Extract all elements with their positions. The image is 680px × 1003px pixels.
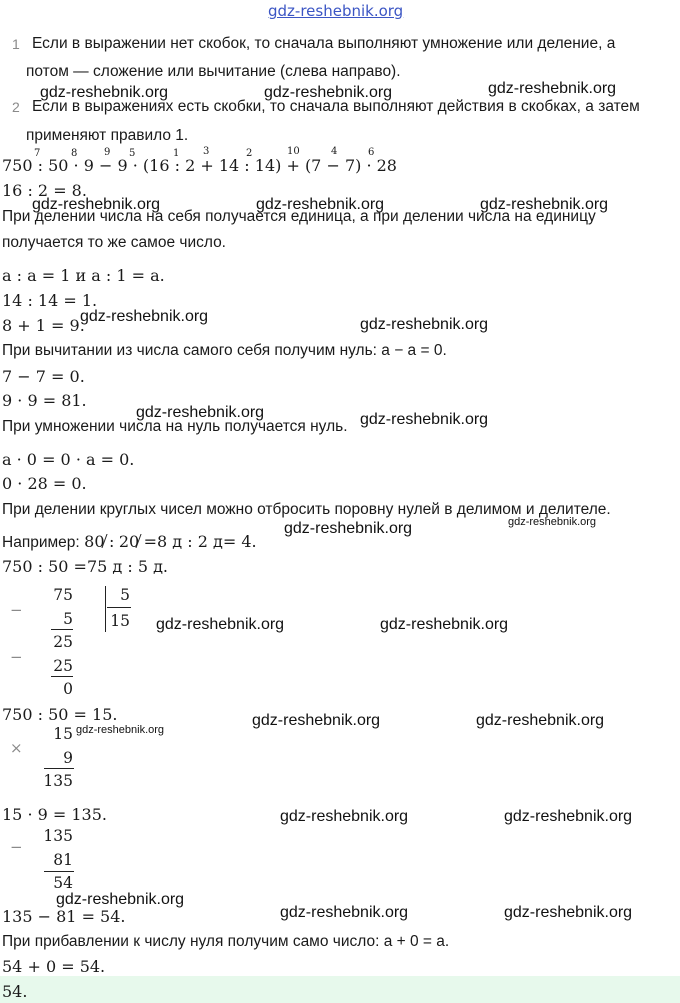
factor: 15 [53, 725, 73, 743]
step: 54 + 0 = 54. [2, 957, 106, 976]
order-number: 6 [368, 147, 375, 158]
operator: : [108, 532, 115, 551]
step: 7 − 7 = 0. [2, 367, 85, 386]
explanation: При вычитании из числа самого себя получим нуль: a − a = 0. [2, 342, 447, 359]
watermark: gdz-reshebnik.org [504, 808, 633, 825]
step: 16 : 2 = 8. [2, 181, 87, 200]
times-sign: × [10, 739, 23, 757]
watermark: gdz-reshebnik.org [56, 891, 185, 908]
example-rest: =8 д : 2 д= 4. [143, 532, 257, 551]
watermark: gdz-reshebnik.org [504, 904, 633, 921]
watermark: gdz-reshebnik.org [360, 316, 489, 333]
watermark: gdz-reshebnik.org [32, 196, 161, 213]
watermark: gdz-reshebnik.org [508, 516, 597, 528]
watermark: gdz-reshebnik.org [256, 196, 385, 213]
watermark: gdz-reshebnik.org [40, 84, 169, 101]
minus-sign: − [10, 648, 23, 666]
explanation: При делении числа на себя получается единица, а при делении числа на единицу [2, 208, 596, 225]
explanation: При делении круглых чисел можно отбросить поровну нулей в делимом и делителе. [2, 501, 611, 518]
site-link[interactable]: gdz-reshebnik.org [268, 2, 404, 20]
remainder: 0 [63, 680, 73, 698]
order-number: 4 [331, 146, 338, 157]
watermark: gdz-reshebnik.org [380, 616, 509, 633]
step: 15 · 9 = 135. [2, 805, 107, 824]
order-number: 5 [129, 148, 136, 159]
order-number: 10 [287, 146, 300, 157]
rule-text: Если в выражениях есть скобки, то сначала выполняют действия в скобках, а затем [32, 98, 640, 115]
watermark: gdz-reshebnik.org [80, 308, 209, 325]
watermark: gdz-reshebnik.org [280, 904, 409, 921]
order-number: 2 [246, 148, 253, 159]
product: 135 [43, 772, 73, 790]
watermark: gdz-reshebnik.org [280, 808, 409, 825]
minus-sign: − [10, 838, 23, 856]
watermark: gdz-reshebnik.org [480, 196, 609, 213]
difference: 54 [53, 874, 73, 892]
rule-text: потом — сложение или вычитание (слева направо). [26, 63, 401, 80]
watermark: gdz-reshebnik.org [136, 404, 265, 421]
struck-number: 80 [84, 532, 105, 551]
explanation: При прибавлении к числу нуля получим само число: a + 0 = a. [2, 933, 450, 950]
watermark: gdz-reshebnik.org [76, 724, 165, 736]
dividend: 75 [53, 586, 73, 604]
explanation: получается то же самое число. [2, 234, 226, 251]
answer-highlight [0, 976, 680, 1003]
watermark: gdz-reshebnik.org [476, 712, 605, 729]
rule-number: 1 [12, 36, 20, 52]
example-prefix: Например: [2, 534, 80, 551]
watermark: gdz-reshebnik.org [252, 712, 381, 729]
step: 8 + 1 = 9. [2, 316, 85, 335]
quotient: 15 [110, 612, 130, 630]
watermark: gdz-reshebnik.org [156, 616, 285, 633]
rule-text: применяют правило 1. [26, 127, 189, 144]
order-number: 8 [71, 148, 78, 159]
rule-number: 2 [12, 99, 20, 115]
step: 135 − 81 = 54. [2, 907, 126, 926]
explanation: При умножении числа на нуль получается нуль. [2, 418, 348, 435]
step: a · 0 = 0 · a = 0. [2, 450, 135, 469]
order-number: 3 [203, 146, 210, 157]
step: 750 : 50 = 15. [2, 705, 118, 724]
struck-number: 20 [118, 532, 140, 551]
step: 750 : 50 =75 д : 5 д. [2, 557, 169, 576]
watermark: gdz-reshebnik.org [264, 84, 393, 101]
step: 14 : 14 = 1. [2, 291, 98, 310]
rule-text: Если в выражении нет скобок, то сначала выполняют умножение или деление, а [32, 35, 616, 52]
watermark: gdz-reshebnik.org [488, 80, 617, 97]
watermark: gdz-reshebnik.org [360, 411, 489, 428]
factor: 9 [63, 749, 73, 767]
order-number: 9 [104, 147, 111, 158]
order-number: 1 [173, 148, 180, 159]
step: 0 · 28 = 0. [2, 474, 87, 493]
answer: 54. [2, 982, 28, 1001]
main-expression: 750 : 50 · 9 − 9 · (16 : 2 + 14 : 14) + (7 − 7) · 28 [2, 156, 397, 175]
example-line [2, 532, 257, 552]
step: a : a = 1 и a : 1 = a. [2, 266, 165, 285]
subtrahend: 25 [53, 657, 73, 675]
subtrahend: 81 [53, 851, 73, 869]
remainder: 25 [53, 633, 73, 651]
order-number: 7 [34, 148, 41, 159]
minus-sign: − [10, 601, 23, 619]
divisor: 5 [120, 586, 130, 604]
watermark: gdz-reshebnik.org [284, 520, 413, 537]
step: 9 · 9 = 81. [2, 391, 87, 410]
subtrahend: 5 [63, 610, 73, 628]
minuend: 135 [43, 827, 73, 845]
